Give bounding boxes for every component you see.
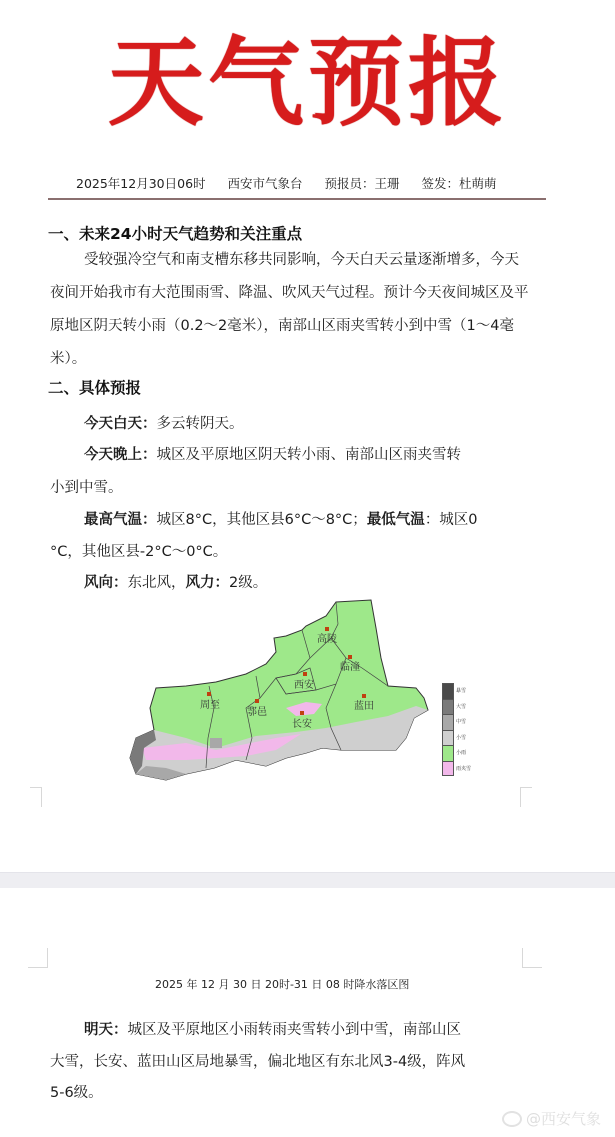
legend-item: 中雪 bbox=[442, 714, 480, 730]
wind-dir-label: 风向： bbox=[84, 575, 128, 591]
map-label-xian: 西安 bbox=[294, 680, 314, 691]
wind-force-text: 2级。 bbox=[229, 575, 268, 591]
precipitation-map bbox=[126, 598, 476, 790]
min-temp-label: 最低气温 bbox=[366, 512, 425, 528]
tomorrow-forecast bbox=[84, 1018, 461, 1039]
legend-item: 大雪 bbox=[442, 699, 480, 715]
map-label-gaoling: 高陵 bbox=[317, 634, 337, 645]
issue-datetime: 2025年12月30日06时 bbox=[76, 176, 206, 191]
section-2-heading: 二、具体预报 bbox=[48, 379, 142, 397]
wind-line bbox=[84, 571, 267, 592]
map-label-lintong: 临潼 bbox=[340, 662, 360, 673]
tomorrow-text-1: 城区及平原地区小雨转雨夹雪转小到中雪，南部山区 bbox=[127, 1022, 461, 1038]
legend-item: 雨夹雪 bbox=[442, 761, 480, 777]
max-temp-text: 城区8°C，其他区县6°C～8°C； bbox=[156, 512, 367, 528]
map-label-zhouzhi: 周至 bbox=[200, 700, 220, 711]
map-label-changan: 长安 bbox=[292, 719, 312, 730]
legend-item: 小雨 bbox=[442, 745, 480, 761]
legend-item: 小雪 bbox=[442, 730, 480, 746]
map-legend bbox=[442, 683, 480, 785]
daytime-forecast bbox=[84, 412, 244, 433]
daytime-label: 今天白天： bbox=[84, 416, 157, 432]
map-graphic bbox=[126, 598, 476, 790]
page-corner-mark bbox=[522, 948, 542, 968]
max-temp-label: 最高气温： bbox=[84, 512, 157, 528]
wind-dir-text: 东北风， bbox=[127, 575, 186, 591]
issuer: 西安市气象台 bbox=[227, 176, 303, 191]
page-corner-mark bbox=[30, 787, 42, 807]
weibo-icon bbox=[502, 1111, 522, 1127]
page-corner-mark bbox=[520, 787, 532, 807]
night-text-1: 城区及平原地区阴天转小雨、南部山区雨夹雪转 bbox=[156, 447, 461, 463]
issue-info bbox=[76, 174, 515, 192]
map-label-lantian: 蓝田 bbox=[354, 701, 374, 712]
weibo-watermark bbox=[502, 1108, 601, 1129]
legend-item: 暴雪 bbox=[442, 683, 480, 699]
tomorrow-text-3: 5-6级。 bbox=[50, 1085, 103, 1101]
min-temp-text-2: °C，其他区县-2°C～0°C。 bbox=[50, 544, 228, 560]
section-1-body: 受较强冷空气和南支槽东移共同影响，今天白天云量逐渐增多，今天夜间开始我市有大范围雨雪、降温、吹风天气过程。预计今天夜间城区及平原地区阴天转小雨（0.2～2毫米），南部山区雨夹雪转小到中雪（1～4毫米）。 bbox=[50, 252, 529, 367]
signer: 签发：杜萌萌 bbox=[421, 176, 497, 191]
section-1-heading: 一、未来24小时天气趋势和关注重点 bbox=[48, 225, 303, 243]
min-temp-text: ：城区0 bbox=[424, 512, 478, 528]
temperature-line bbox=[84, 508, 478, 529]
daytime-text: 多云转阴天。 bbox=[156, 416, 244, 432]
wind-force-label: 风力： bbox=[185, 575, 229, 591]
watermark-text: @西安气象 bbox=[526, 1110, 602, 1128]
header-divider bbox=[48, 198, 546, 200]
map-caption: 2025 年 12 月 30 日 20时-31 日 08 时降水落区图 bbox=[155, 978, 410, 991]
night-text-2: 小到中雪。 bbox=[50, 480, 123, 496]
night-label: 今天晚上： bbox=[84, 447, 157, 463]
map-label-huyi: 鄠邑 bbox=[247, 707, 267, 718]
tomorrow-text-2: 大雪，长安、蓝田山区局地暴雪，偏北地区有东北风3-4级，阵风 bbox=[50, 1054, 466, 1070]
tomorrow-label: 明天： bbox=[84, 1022, 128, 1038]
forecaster: 预报员：王珊 bbox=[324, 176, 400, 191]
page-corner-mark bbox=[28, 948, 48, 968]
night-forecast bbox=[84, 443, 461, 464]
document-title: 天气预报 bbox=[108, 27, 508, 139]
page-separator bbox=[0, 872, 615, 888]
